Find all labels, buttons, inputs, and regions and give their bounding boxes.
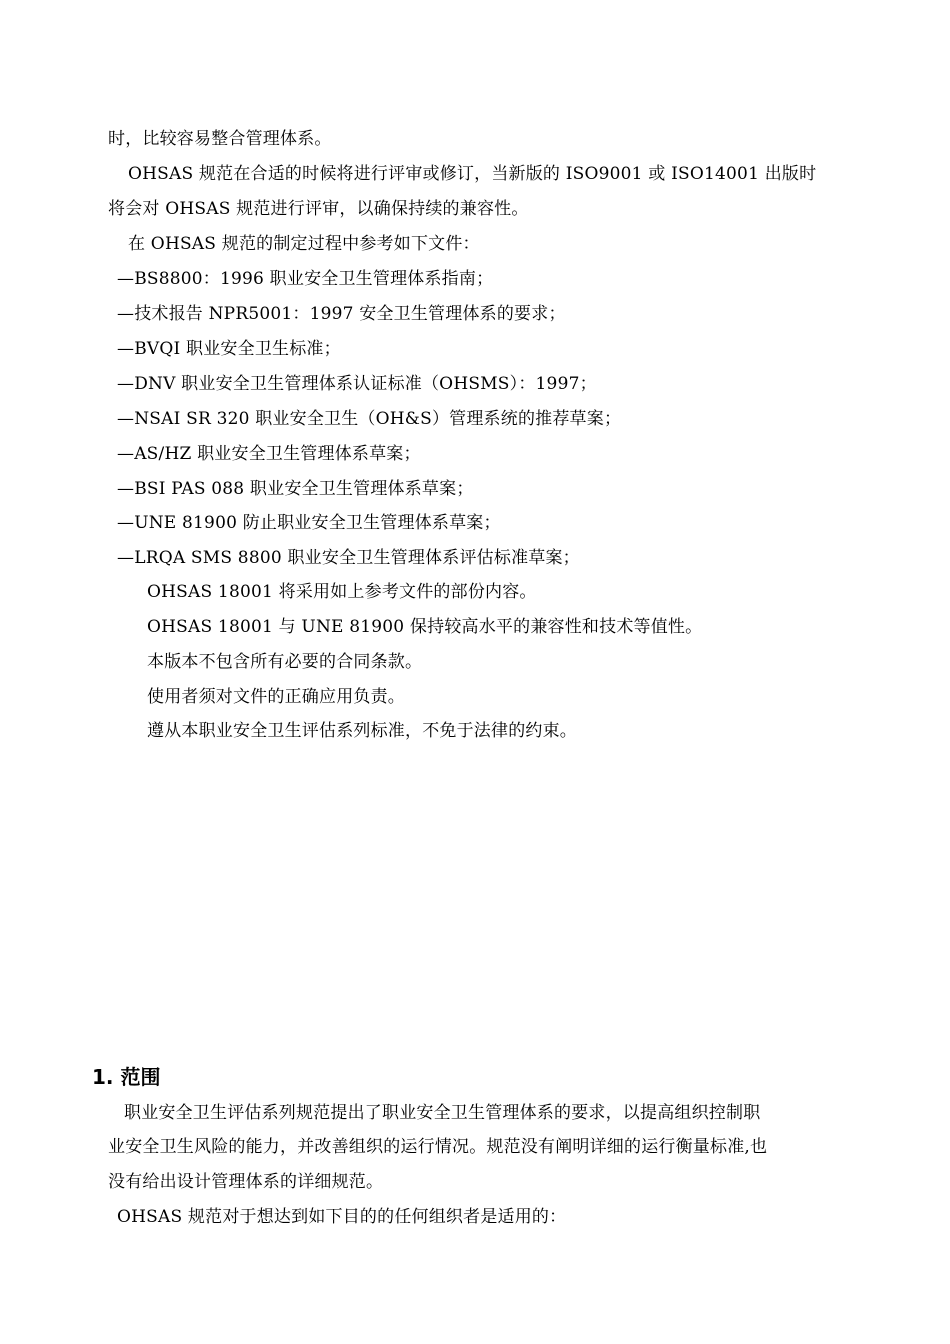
paragraph-line: 在 OHSAS 规范的制定过程中参考如下文件： <box>128 234 480 254</box>
reference-item: —BVQI 职业安全卫生标准； <box>117 339 341 359</box>
reference-item: —BS8800：1996 职业安全卫生管理体系指南； <box>117 269 494 289</box>
reference-item: —技术报告 NPR5001：1997 安全卫生管理体系的要求； <box>117 304 566 324</box>
reference-item: —NSAI SR 320 职业安全卫生（OH&S）管理系统的推荐草案； <box>117 409 622 429</box>
paragraph-line: OHSAS 规范在合适的时候将进行评审或修订，当新版的 ISO9001 或 ISO14001 出版时 <box>128 164 817 184</box>
reference-item: —BSI PAS 088 职业安全卫生管理体系草案； <box>117 479 474 499</box>
section-line: 职业安全卫生评估系列规范提出了职业安全卫生管理体系的要求，以提高组织控制职 <box>124 1103 761 1123</box>
reference-item: —DNV 职业安全卫生管理体系认证标准（OHSMS）：1997； <box>117 374 597 394</box>
note-line: 本版本不包含所有必要的合同条款。 <box>147 652 423 672</box>
note-line: OHSAS 18001 将采用如上参考文件的部份内容。 <box>147 582 537 602</box>
reference-item: —AS/HZ 职业安全卫生管理体系草案； <box>117 444 421 464</box>
note-line: 遵从本职业安全卫生评估系列标准，不免于法律的约束。 <box>147 721 577 741</box>
paragraph-line: 时，比较容易整合管理体系。 <box>108 129 332 149</box>
note-line: OHSAS 18001 与 UNE 81900 保持较高水平的兼容性和技术等值性。 <box>147 617 703 637</box>
note-line: 使用者须对文件的正确应用负责。 <box>147 687 405 707</box>
section-heading: 1. 范围 <box>92 1065 161 1089</box>
section-line: 业安全卫生风险的能力，并改善组织的运行情况。规范没有阐明详细的运行衡量标准,也 <box>108 1137 768 1157</box>
reference-item: —LRQA SMS 8800 职业安全卫生管理体系评估标准草案； <box>117 548 580 568</box>
section-line: OHSAS 规范对于想达到如下目的的任何组织者是适用的： <box>117 1207 567 1227</box>
section-line: 没有给出设计管理体系的详细规范。 <box>108 1172 384 1192</box>
reference-item: —UNE 81900 防止职业安全卫生管理体系草案； <box>117 513 501 533</box>
paragraph-line: 将会对 OHSAS 规范进行评审，以确保持续的兼容性。 <box>108 199 529 219</box>
